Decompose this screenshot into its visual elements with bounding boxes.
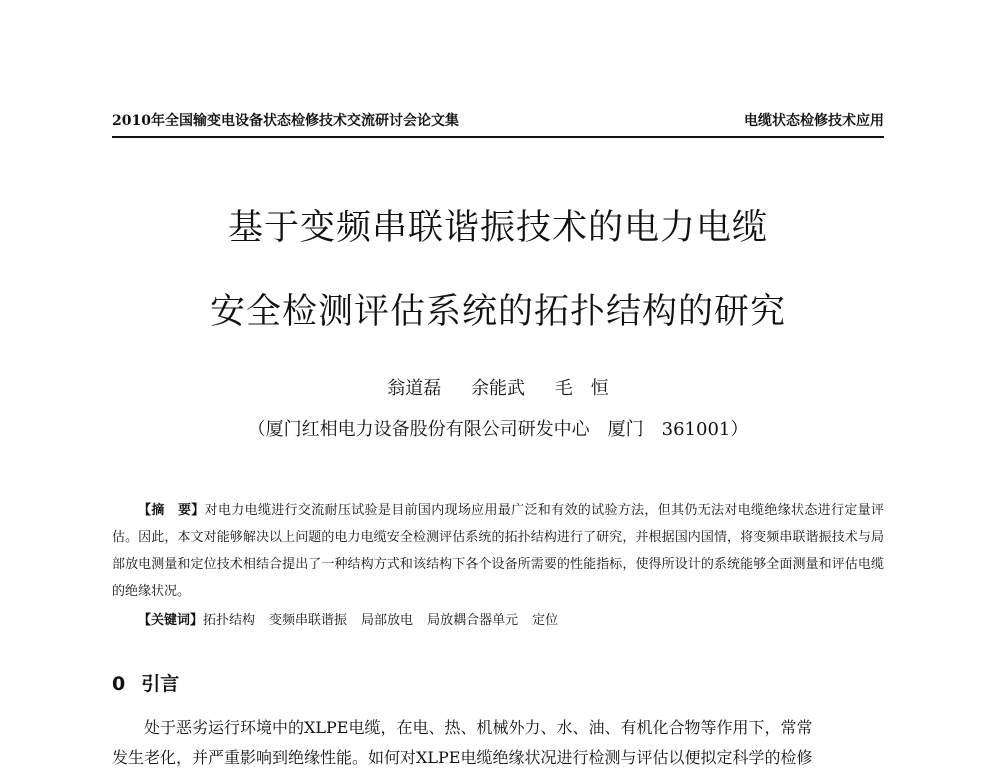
keyword: 局放耦合器单元 [427, 613, 519, 628]
paper-title-line-2: 安全检测评估系统的拓扑结构的研究 [209, 292, 786, 332]
abstract-text: 对电力电缆进行交流耐压试验是目前国内现场应用最广泛和有效的试验方法，但其仍无法对电缆绝缘状态进行定量评估。因此，本文对能够解决以上问题的电力电缆安全检测评估系统的拓扑结构进行了研究，并根据国内国情，将变频串联谐振技术与局部放电测量和定位技术相结合提出了一种结构方式和该结构下各个设备所需要的性能指标，使得所设计的系统能够全面测量和评估电缆的绝缘状况。 [112, 503, 884, 599]
section-number: 0 [112, 673, 126, 695]
body-paragraph [112, 713, 884, 773]
author-name: 毛 恒 [554, 378, 609, 399]
affiliation: （厦门红相电力设备股份有限公司研发中心 厦门 361001） [247, 419, 749, 440]
keyword: 局部放电 [361, 613, 414, 628]
abstract [112, 497, 884, 605]
body-line: 发生老化，并严重影响到绝缘性能。如何对XLPE电缆绝缘状况进行检测与评估以便拟定科学的检修 [112, 748, 813, 767]
keywords [138, 609, 572, 628]
section-category: 电缆状态检修技术应用 [744, 113, 884, 129]
author-name: 余能武 [471, 378, 525, 399]
keyword: 拓扑结构 [203, 613, 256, 628]
keyword: 变频串联谐振 [269, 613, 348, 628]
keyword: 定位 [532, 613, 559, 628]
paper-title-line-1: 基于变频串联谐振技术的电力电缆 [227, 208, 768, 248]
running-header [112, 108, 884, 138]
proceedings-title: 2010年全国输变电设备状态检修技术交流研讨会论文集 [112, 113, 459, 129]
keywords-label: 【关键词】 [138, 613, 204, 628]
section-heading [112, 669, 179, 696]
abstract-label: 【摘 要】 [138, 503, 205, 518]
author-list [112, 374, 884, 400]
section-title: 引言 [141, 673, 180, 695]
author-name: 翁道磊 [387, 378, 442, 399]
body-line: 处于恶劣运行环境中的XLPE电缆，在电、热、机械外力、水、油、有机化合物等作用下，常常 [144, 718, 813, 737]
